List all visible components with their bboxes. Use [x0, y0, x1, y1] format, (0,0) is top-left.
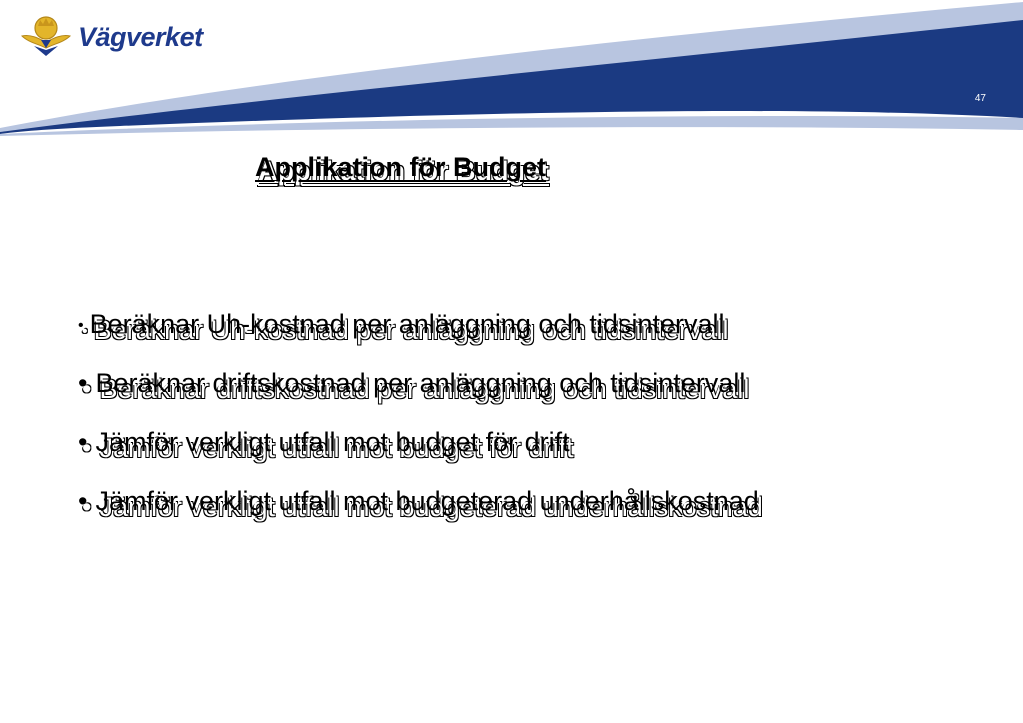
bullet-item	[78, 361, 759, 420]
brand-name: Vägverket	[78, 22, 203, 52]
bullet-marker: •	[78, 427, 88, 457]
bullet-marker: •	[78, 368, 88, 398]
bullet-text: Jämför verkligt utfall mot budgeterad underhållskostnad	[95, 486, 759, 516]
bullet-item	[78, 420, 759, 479]
page-number: 47	[974, 93, 986, 104]
bullet-item	[78, 302, 759, 361]
bullet-marker: •	[78, 486, 88, 516]
bullet-marker: •	[78, 317, 84, 334]
bullet-item	[78, 479, 759, 538]
slide-title: Applikation för Budget	[255, 152, 546, 182]
vagverket-logo	[20, 12, 235, 62]
crown-wings-emblem-icon	[20, 12, 72, 60]
bullet-text: Jämför verkligt utfall mot budget för drift	[95, 427, 570, 457]
bullet-text: Beräknar driftskostnad per anläggning och tidsintervall	[95, 368, 746, 398]
bullet-list	[78, 302, 759, 538]
bullet-text: Beräknar Uh-kostnad per anläggning och tidsintervall	[89, 309, 725, 339]
